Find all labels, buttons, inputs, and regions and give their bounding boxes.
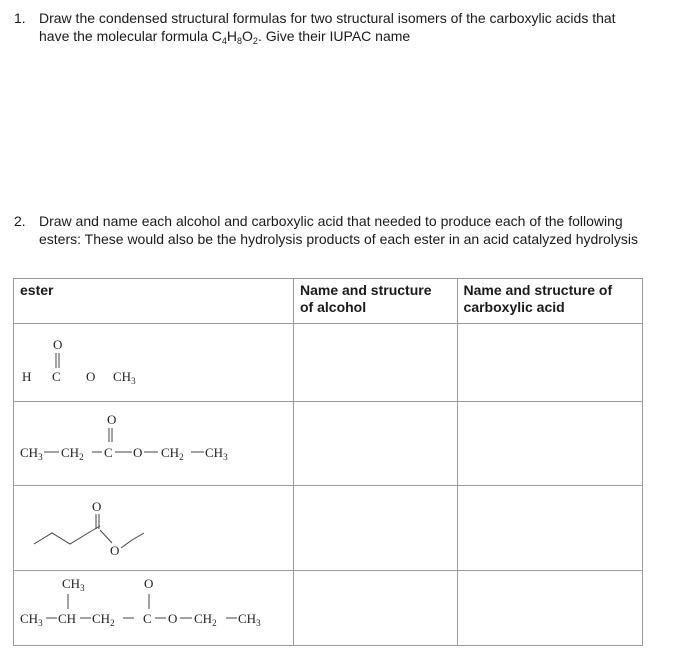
question-line: esters: These would also be the hydrolysis products of each ester in an acid catalyzed hydrolysis — [39, 231, 638, 247]
ester-1-svg — [14, 324, 293, 401]
question-number: 1. — [14, 10, 26, 26]
alcohol-answer-cell[interactable] — [294, 486, 458, 571]
acid-answer-cell[interactable] — [457, 486, 642, 571]
ester-structure-3 — [14, 486, 293, 570]
atom-ch2: $CH_2$ — [92, 611, 115, 628]
atom-ch2: $CH_2$ — [194, 611, 217, 628]
header-acid: Name and structure of carboxylic acid — [457, 279, 642, 324]
atom-ch3: $CH_3$ — [113, 369, 136, 386]
question-line: Draw and name each alcohol and carboxylic acid that needed to produce each of the following — [39, 213, 623, 229]
atom-c: C — [104, 445, 113, 460]
atom-h: H — [22, 369, 32, 384]
atom-o: O — [86, 369, 96, 384]
atom-ch3: $CH_3$ — [20, 445, 43, 462]
ester-table — [13, 278, 643, 646]
atom-ch2: $CH_2$ — [161, 445, 184, 462]
ester-2-svg — [14, 402, 293, 485]
alcohol-answer-cell[interactable] — [294, 324, 458, 402]
table-row — [14, 486, 643, 571]
ester-structure-4 — [14, 571, 293, 645]
table-row — [14, 571, 643, 646]
ester-3-svg — [14, 486, 293, 570]
question-text — [39, 212, 638, 248]
carbonyl-oxygen: O — [92, 499, 102, 514]
acid-answer-cell[interactable] — [457, 324, 642, 402]
ester-structure-2 — [14, 402, 293, 485]
ester-cell — [14, 324, 294, 402]
acid-answer-cell[interactable] — [457, 571, 642, 646]
atom-c: C — [143, 611, 152, 626]
atom-ch2: $CH_2$ — [61, 445, 84, 462]
acid-answer-cell[interactable] — [457, 402, 642, 486]
atom-ch3: $CH_3$ — [20, 611, 43, 628]
ester-cell — [14, 571, 294, 646]
question-text — [39, 9, 616, 47]
header-ester: ester — [14, 279, 294, 324]
atom-ch3: $CH_3$ — [238, 611, 261, 628]
ester-cell — [14, 402, 294, 486]
question-number: 2. — [14, 213, 26, 229]
atom-ch: CH — [58, 611, 77, 626]
ester-cell — [14, 486, 294, 571]
carbonyl-oxygen: O — [144, 576, 154, 591]
atom-o: O — [133, 445, 143, 460]
atom-ch3: $CH_3$ — [62, 576, 85, 593]
question-line: Draw the condensed structural formulas for two structural isomers of the carboxylic acids that — [39, 10, 616, 26]
ester-structure-1 — [14, 324, 293, 401]
table-row — [14, 402, 643, 486]
alcohol-answer-cell[interactable] — [294, 571, 458, 646]
atom-ch3: $CH_3$ — [205, 445, 228, 462]
question-line: have the molecular formula $C_4H_8O_2$. Give their IUPAC name — [39, 28, 411, 46]
carbonyl-oxygen: O — [107, 412, 117, 427]
atom-o: O — [168, 611, 178, 626]
ester-4-svg — [14, 571, 293, 645]
header-alcohol: Name and structure of alcohol — [294, 279, 458, 324]
alcohol-answer-cell[interactable] — [294, 402, 458, 486]
table-header-row — [14, 279, 643, 324]
carbonyl-oxygen: O — [53, 337, 63, 352]
atom-c: C — [52, 369, 61, 384]
ester-oxygen: O — [110, 543, 120, 558]
table-row — [14, 324, 643, 402]
